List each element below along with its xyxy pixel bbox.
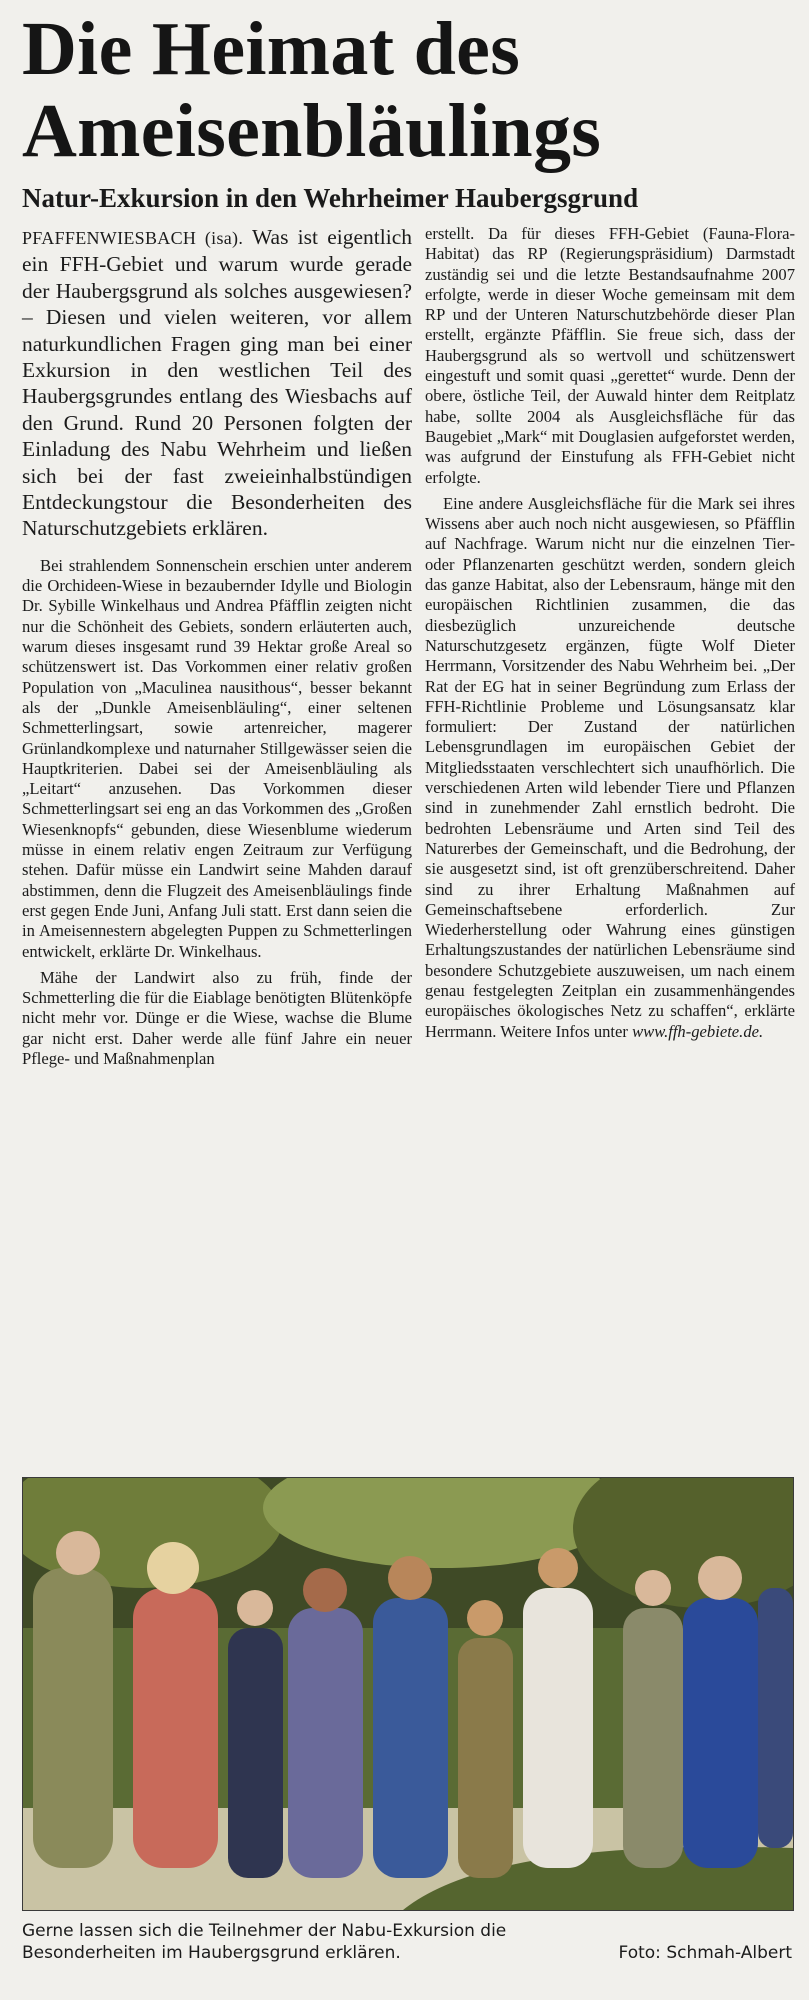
headline-line-2: Ameisenbläulings [22,89,602,173]
lead-text: Was ist eigentlich ein FFH-Gebiet und warum wurde gerade der Haubergsgrund als solches ausgewiesen? – Diesen und vielen weiteren, vor allem naturkundlichen Fragen ging man bei einer Exkursion in den westlichen Teil des Haubergsgrundes entlang des Wiesbachs auf den Grund. Rund 20 Personen folgten der Einladung des Nabu Wehrheim und ließen sich bei der fast zweieinhalbstündigen Entdeckungstour die Besonderheiten des Naturschutzgebiets erklären. [22,225,412,541]
lead-paragraph [22,224,412,542]
photo-credit: Foto: Schmah-Albert [618,1943,792,1963]
photo-illustration [23,1478,793,1910]
body-paragraph-1: Bei strahlendem Sonnenschein erschien unter anderem die Orchideen-Wiese in bezaubernder Idylle und Biologin Dr. Sybille Winkelhaus und Andrea Pfäfflin zeigten nicht nur die Schönheit des Gebiets, sondern erläuterten auch, warum dieses insgesamt rund 39 Hektar große Areal so schützenswert ist. Das Vorkommen einer relativ großen Population von „Maculinea nausithous“, besser bekannt als der „Dunkle Ameisenbläuling“, einer seltenen Schmetterlingsart, sowie artenreicher, magerer Grünlandkomplexe und naturnaher Stillgewässer seien die Hauptkriterien. Dabei sei der Ameisenbläuling als „Leitart“ anzusehen. Das Vorkommen dieser Schmetterlingsart sei eng an das Vorkommen des „Großen Wiesenknopfs“ gebunden, diese Wiesenblume wiederum müsse in einem relativ engen Zeitraum zur Verfügung stehen. Dafür müsse ein Landwirt seine Mahden darauf abstimmen, denn die Flugzeit des Ameisenbläulings finde erst gegen Ende Juni, Anfang Juli statt. Erst dann seien die in Ameisennestern abgelegten Puppen zu Schmetterlingen entwickelt, erklärte Dr. Winkelhaus. [22,555,412,961]
body-paragraph-2: Mähe der Landwirt also zu früh, finde der Schmetterling die für die Eiablage benötigten Blütenköpfe nicht mehr vor. Dünge er die Wiese, wachse die Blume gar nicht erst. Daher werde alle fünf Jahre ein neuer Pflege- und Maßnahmenplan [22,967,412,1068]
photo-caption-block [22,1920,792,1964]
subheadline: Natur-Exkursion in den Wehrheimer Haubergsgrund [22,183,639,213]
body-paragraph-3: erstellt. Da für dieses FFH-Gebiet (Fauna-Flora-Habitat) das RP (Regierungspräsidium) Darmstadt zuständig sei und die letzte Bestandsaufnahme 2007 erfolgte, werde in dieser Woche gemeinsam mit dem RP und der Unteren Naturschutzbehörde dieser Plan erstellt, ergänzte Pfäfflin. Sie freue sich, dass der Haubergsgrund als so wertvoll und schützenswert eingestuft und somit quasi „gerettet“ wurde. Denn der obere, östliche Teil, der Auwald hinter dem Reitplatz habe, sollte 2004 als Ausgleichsfläche für das Baugebiet „Mark“ mit Douglasien aufgeforstet werden, was aufgrund der Einstufung als FFH-Gebiet nicht erfolgte. [425,224,795,487]
body-paragraph-4 [425,494,795,1042]
left-column [22,224,412,1069]
right-column [425,224,795,1042]
headline-line-1: Die Heimat des [22,7,521,91]
excursion-photo [22,1477,794,1911]
website-link[interactable]: www.ffh-gebiete.de. [632,1021,764,1041]
headline [22,8,792,172]
dateline: PFAFFENWIESBACH (isa). [22,228,244,248]
body-paragraph-4-text: Eine andere Ausgleichsfläche für die Mark sei ihres Wissens aber auch noch nicht ausgewiesen, so Pfäfflin auf Nachfrage. Warum nicht nur die einzelnen Tier- oder Pflanzenarten geschützt werden, sondern gleich das ganze Habitat, also der Lebensraum, hänge mit den europäischen Richtlinien zusammen, die das diesbezüglich unzureichende deutsche Naturschutzgesetz ergänzen, fügte Wolf Dieter Herrmann, Vorsitzender des Nabu Wehrheim bei. „Der Rat der EG hat in seiner Begründung zum Erlass der FFH-Richtlinie Probleme und Lösungsansatz klar formuliert: Der Zustand der natürlichen Lebensgrundlagen im europäischen Gebiet der Mitgliedsstaaten verschlechtert sich unaufhörlich. Die verschiedenen Arten wild lebender Tiere und Pflanzen sind in zunehmender Zahl ernstlich bedroht. Die bedrohten Lebensräume und Arten sind Teil des Naturerbes der Gemeinschaft, und die Bedrohung, der sie ausgesetzt sind, ist oft grenzüberschreitend. Daher sind zu ihrer Erhaltung Maßnahmen auf Gemeinschaftsebene erforderlich. Zur Wiederherstellung oder Wahrung eines günstigen Erhaltungszustandes der natürlichen Lebensräume sind besondere Schutzgebiete auszuweisen, um nach einem genau festgelegten Zeitplan ein zusammenhängendes europäisches ökologisches Netz zu schaffen“, erklärte Herrmann. Weitere Infos unter [425,493,795,1041]
photo-caption: Gerne lassen sich die Teilnehmer der Nabu-Exkursion die Besonderheiten im Haubergsgrund erklären. [22,1921,507,1963]
